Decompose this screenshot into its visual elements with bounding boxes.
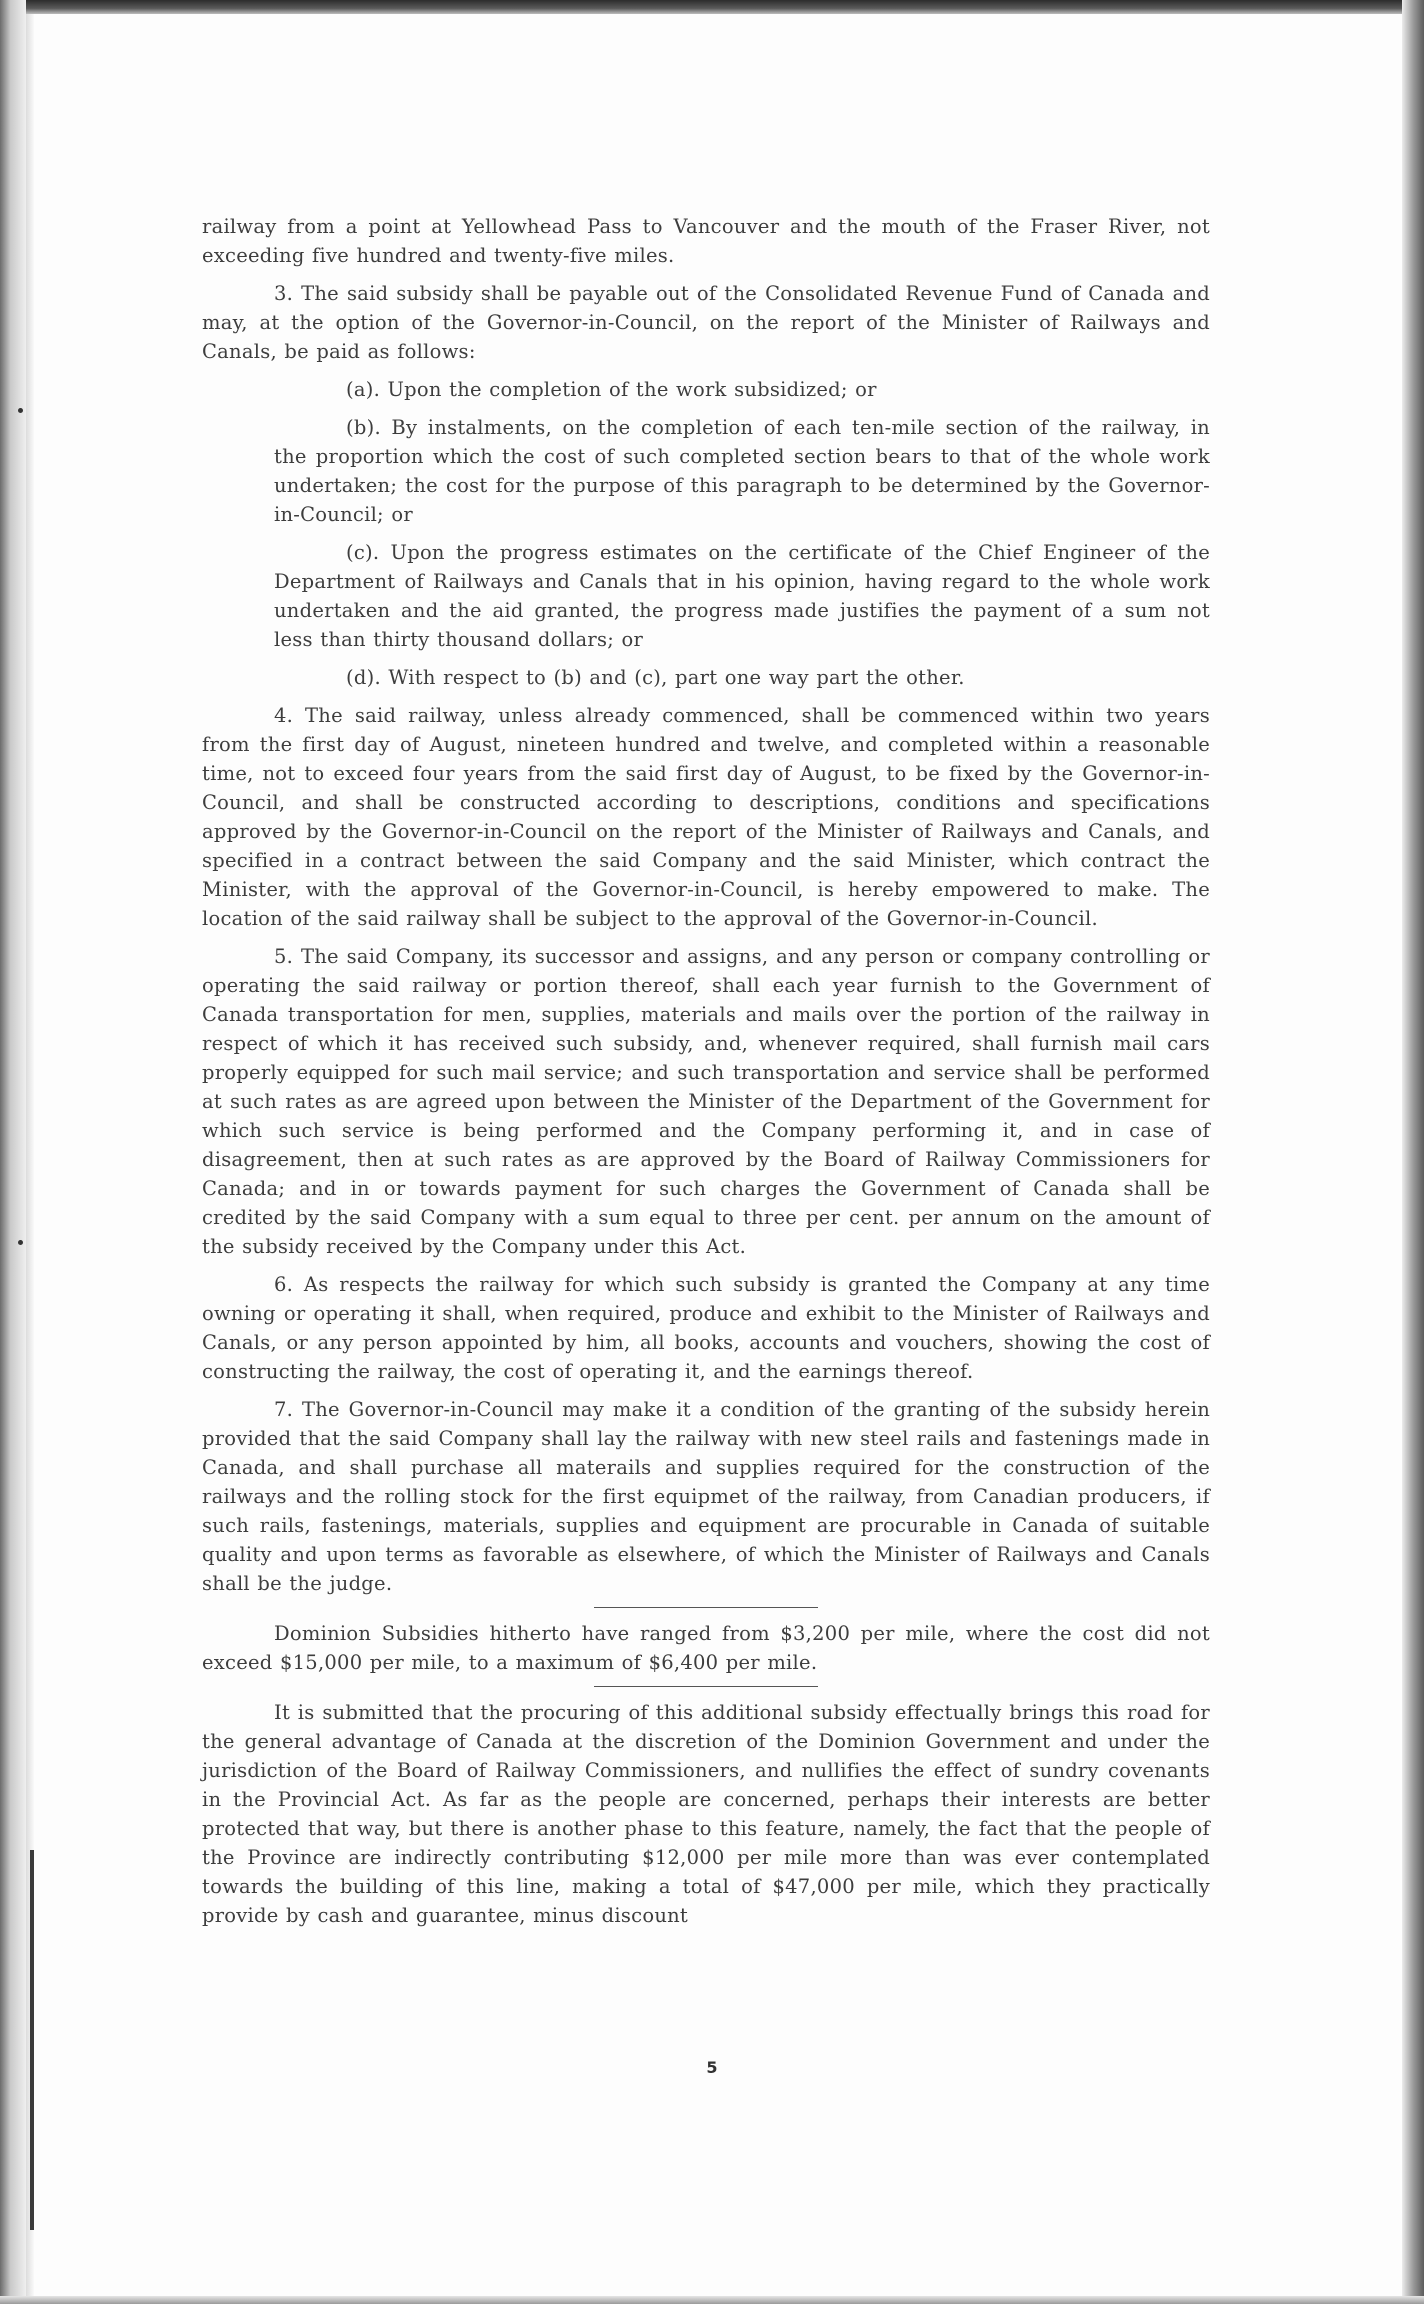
- section-7-paragraph: 7. The Governor-in-Council may make it a condition of the granting of the subsidy herein provided that the said Company shall lay the railway with new steel rails and fastenings made in Canada, and shall purchase all materails and supplies required for the construction of the railways and the rolling stock for the first equipmet of the railway, from Canadian producers, if such rails, fastenings, materials, supplies and equipment are procurable in Canada of suitable quality and upon terms as favorable as elsewhere, of which the Minister of Railways and Canals shall be the judge.: [202, 1398, 1210, 1595]
- binding-hole-mark: [18, 408, 23, 413]
- clause-a: (a). Upon the completion of the work subsidized; or: [346, 378, 877, 401]
- clause-c: (c). Upon the progress estimates on the certificate of the Chief Engineer of the Department of Railways and Canals that in his opinion, having regard to the whole work undertaken and the aid granted, the progress made justifies the payment of a sum not less than thirty thousand dollars; or: [274, 541, 1210, 651]
- binding-hole-mark: [18, 1240, 23, 1245]
- clause-d: (d). With respect to (b) and (c), part one way part the other.: [346, 666, 965, 689]
- page-number: 5: [706, 2058, 718, 2077]
- section-6-paragraph: 6. As respects the railway for which such subsidy is granted the Company at any time owning or operating it shall, when required, produce and exhibit to the Minister of Railways and Canals, or any person appointed by him, all books, accounts and vouchers, showing the cost of constructing the railway, the cost of operating it, and the earnings thereof.: [202, 1273, 1210, 1383]
- scan-edge-top: [0, 0, 1424, 14]
- submission-paragraph: It is submitted that the procuring of this additional subsidy effectually brings this road for the general advantage of Canada at the discretion of the Dominion Government and under the jurisdiction of the Board of Railway Commissioners, and nullifies the effect of sundry covenants in the Provincial Act. As far as the people are concerned, perhaps their interests are better protected that way, but there is another phase to this feature, namely, the fact that the people of the Province are indirectly contributing $12,000 per mile more than was ever contemplated towards the building of this line, making a total of $47,000 per mile, which they practically provide by cash and guarantee, minus discount: [202, 1701, 1210, 1927]
- section-4-paragraph: 4. The said railway, unless already commenced, shall be commenced within two years from the first day of August, nineteen hundred and twelve, and completed within a reasonable time, not to exceed four years from the said first day of August, to be fixed by the Governor-in-Council, and shall be constructed according to descriptions, conditions and specifications approved by the Governor-in-Council on the report of the Minister of Railways and Canals, and specified in a contract between the said Company and the said Minister, which contract the Minister, with the approval of the Governor-in-Council, is hereby empowered to make. The location of the said railway shall be subject to the approval of the Governor-in-Council.: [202, 704, 1210, 930]
- section-3-paragraph: 3. The said subsidy shall be payable out of the Consolidated Revenue Fund of Canada and may, at the option of the Governor-in-Council, on the report of the Minister of Railways and Canals, be paid as follows:: [202, 282, 1210, 363]
- section-5-paragraph: 5. The said Company, its successor and assigns, and any person or company controlling or operating the said railway or portion thereof, shall each year furnish to the Government of Canada transportation for men, supplies, materials and mails over the portion of the railway in respect of which it has received such subsidy, and, whenever required, shall furnish mail cars properly equipped for such mail service; and such transportation and service shall be performed at such rates as are agreed upon between the Minister of the Department of the Government for which such service is being performed and the Company performing it, and in case of disagreement, then at such rates as are approved by the Board of Railway Commissioners for Canada; and in or towards payment for such charges the Government of Canada shall be credited by the said Company with a sum equal to three per cent. per annum on the amount of the subsidy received by the Company under this Act.: [202, 945, 1210, 1258]
- paragraph-continuation: railway from a point at Yellowhead Pass to Vancouver and the mouth of the Fraser River, not exceeding five hundred and twenty-five miles.: [202, 215, 1210, 267]
- scan-edge-left: [0, 0, 26, 2304]
- dominion-subsidies-paragraph: Dominion Subsidies hitherto have ranged from $3,200 per mile, where the cost did not exceed $15,000 per mile, to a maximum of $6,400 per mile.: [202, 1622, 1210, 1674]
- section-divider-rule: [594, 1686, 818, 1687]
- clause-b: (b). By instalments, on the completion of each ten-mile section of the railway, in the proportion which the cost of such completed section bears to that of the whole work undertaken; the cost for the purpose of this paragraph to be determined by the Governor-in-Council; or: [274, 416, 1210, 526]
- binding-edge-line: [30, 1850, 34, 2230]
- page-body: [202, 212, 1210, 1939]
- section-divider-rule: [594, 1607, 818, 1608]
- scan-edge-right: [1402, 0, 1424, 2304]
- scan-edge-bottom: [0, 2296, 1424, 2304]
